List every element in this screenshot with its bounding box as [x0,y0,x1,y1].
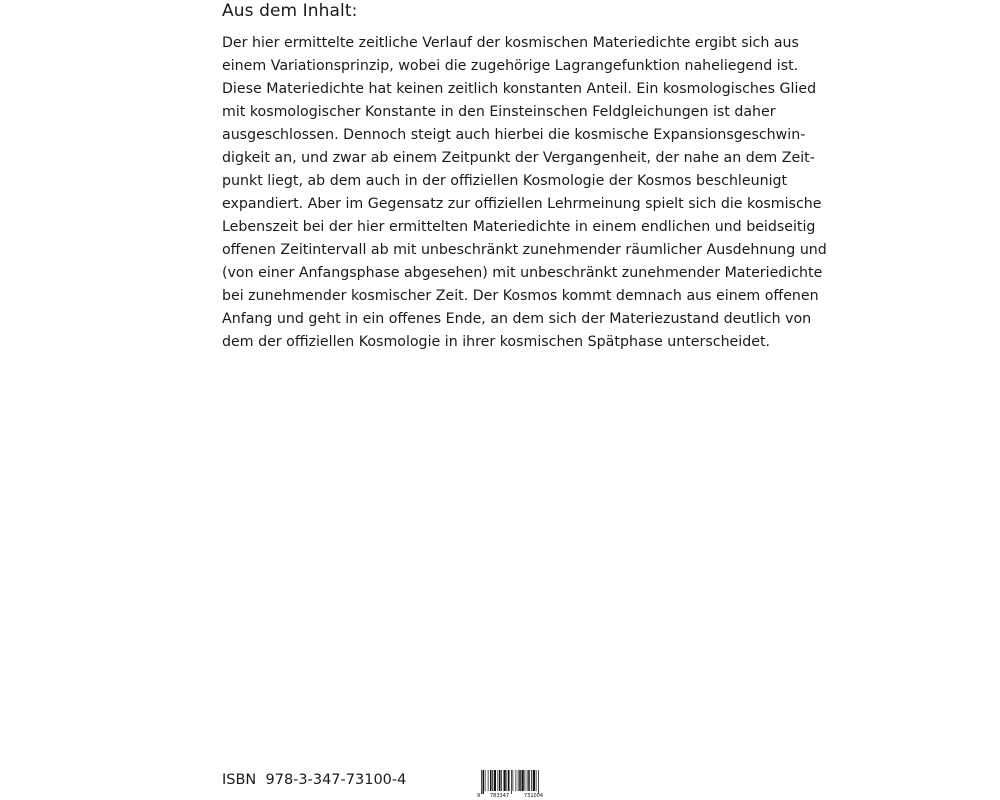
barcode-digits-mid: 783347 [490,793,510,798]
text-line: einem Variationsprinzip, wobei die zugehörige Lagrangefunktion naheliegend ist. [222,58,799,74]
text-line: ausgeschlossen. Dennoch steigt auch hierbei die kosmische Expansionsgeschwin- [222,127,806,143]
barcode-bar [519,770,521,791]
barcode-bar [538,770,539,794]
barcode-bar [527,770,528,791]
text-line: expandiert. Aber im Gegensatz zur offiziellen Lehrmeinung spielt sich die kosmische [222,196,822,212]
text-line: digkeit an, und zwar ab einem Zeitpunkt der Vergangenheit, der nahe an dem Zeit- [222,150,815,166]
barcode-bar [513,770,514,791]
text-line: (von einer Anfangsphase abgesehen) mit unbeschränkt zunehmender Materiedichte [222,265,823,281]
barcode-bar [481,770,482,794]
barcode-bar [490,770,492,791]
barcode-bar [483,770,485,794]
barcode-bar [499,770,501,791]
text-line: bei zunehmender kosmischer Zeit. Der Kosmos kommt demnach aus einem offenen [222,288,819,304]
barcode-bar [511,770,512,794]
text-line: offenen Zeitintervall ab mit unbeschränkt zunehmender räumlicher Ausdehnung und [222,242,827,258]
barcode-digits-left: 9 [477,793,481,798]
text-line: Diese Materiedichte hat keinen zeitlich konstanten Anteil. Ein kosmologisches Glied [222,81,817,97]
description-text [222,32,827,354]
text-line: Lebenszeit bei der hier ermittelten Materiedichte in einem endlichen und beidseitig [222,219,816,235]
barcode-bar [528,770,530,791]
section-heading: Aus dem Inhalt: [222,1,358,21]
barcode-bar [504,770,506,791]
barcode-digits-right: 731004 [524,793,544,798]
barcode-bar [501,770,502,791]
barcode-bar [522,770,524,791]
barcode-bar [508,770,510,791]
barcode-bar [492,770,493,791]
barcode-bar [485,770,486,791]
barcode-bar [488,770,489,791]
barcode-bar [536,770,537,791]
text-line: mit kosmologischer Konstante in den Einsteinschen Feldgleichungen ist daher [222,104,776,120]
barcode-bar [494,770,496,791]
barcode-bar [507,770,508,791]
barcode-bar [533,770,535,791]
barcode-bar [525,770,526,791]
barcode-bar [518,770,519,791]
isbn-barcode [477,770,563,798]
text-line: dem der offiziellen Kosmologie in ihrer kosmischen Spätphase unterscheidet. [222,334,771,350]
text-line: Anfang und geht in ein offenes Ende, an dem sich der Materiezustand deutlich von [222,311,812,327]
barcode-bar [516,770,517,791]
text-line: punkt liegt, ab dem auch in der offiziellen Kosmologie der Kosmos beschleunigt [222,173,788,189]
text-line: Der hier ermittelte zeitliche Verlauf der kosmischen Materiedichte ergibt sich aus [222,35,799,51]
isbn-label: ISBN 978-3-347-73100-4 [222,772,407,788]
barcode-bar [498,770,499,791]
barcode-bar [531,770,532,791]
